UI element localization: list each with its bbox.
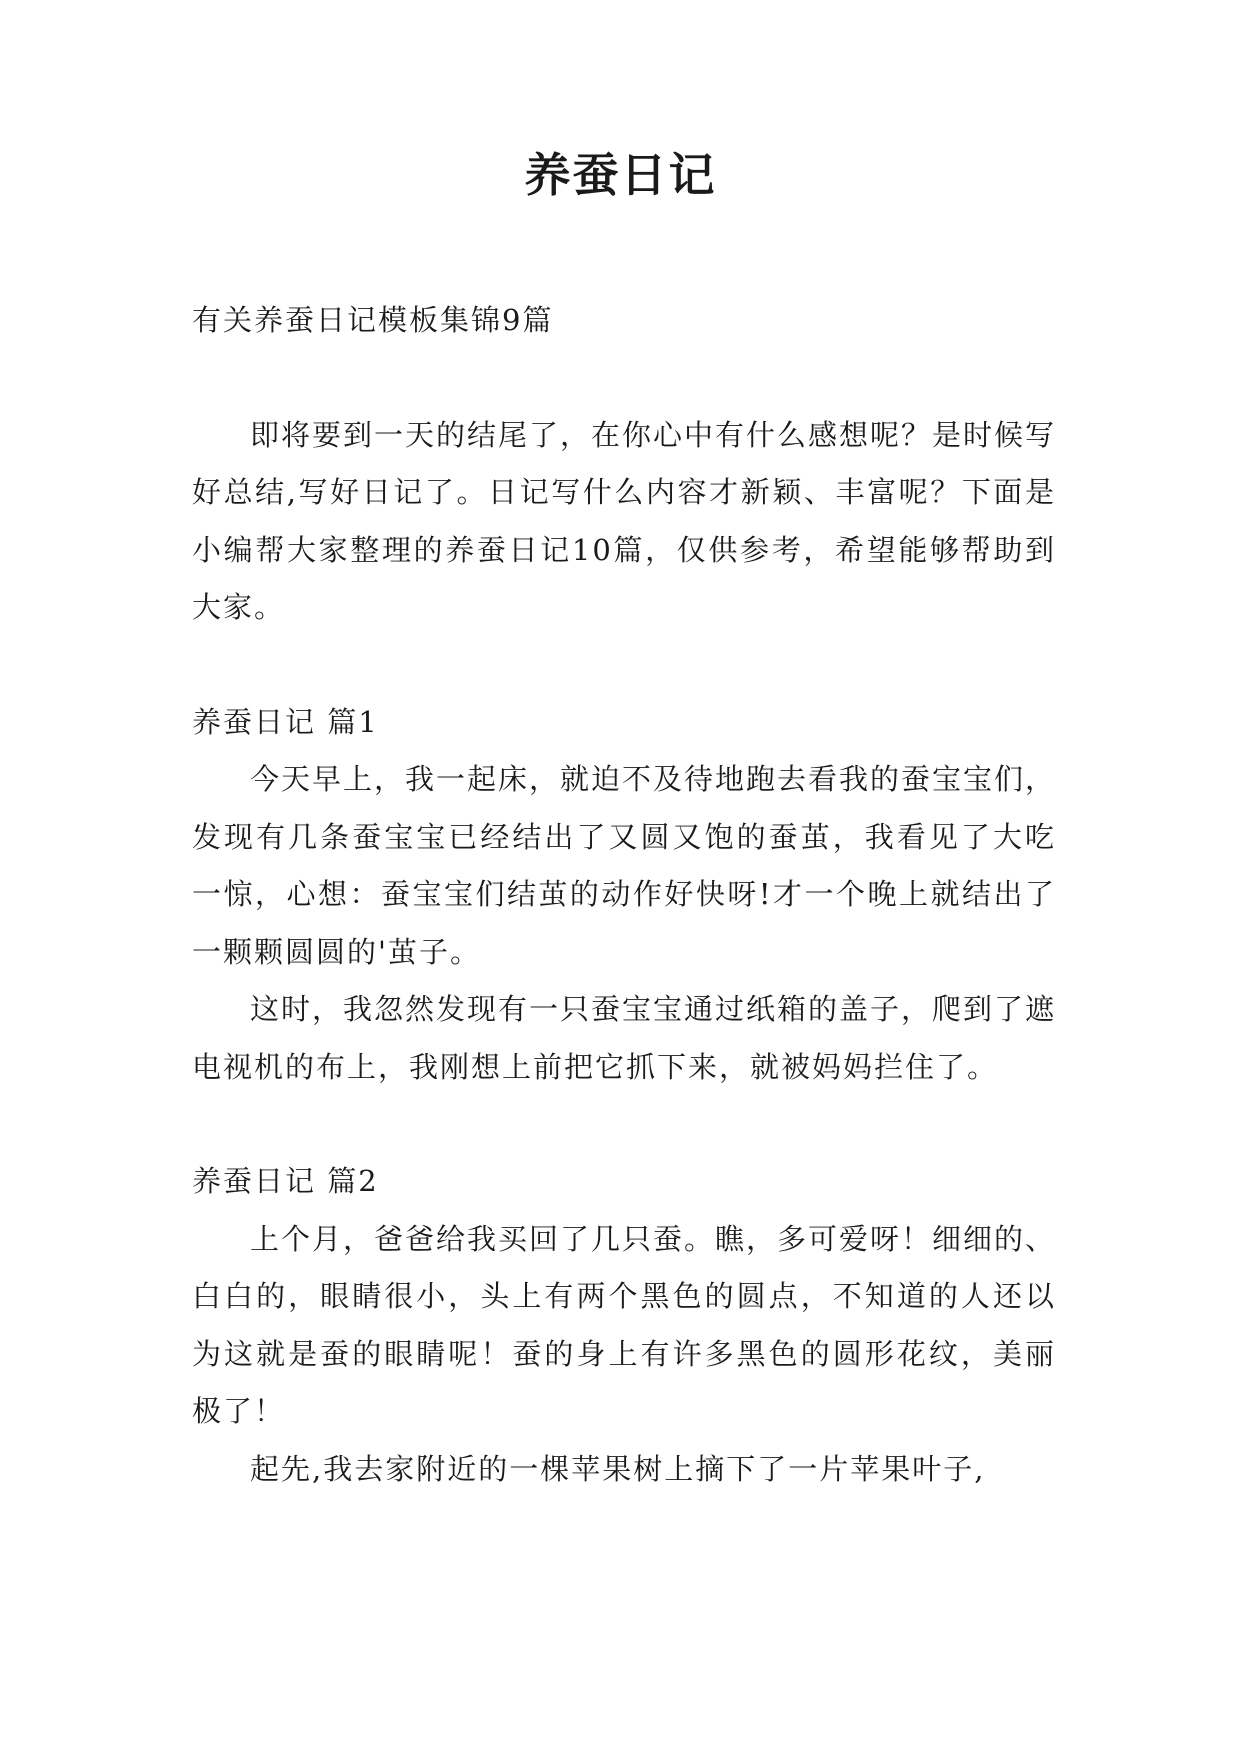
intro-paragraph: 即将要到一天的结尾了，在你心中有什么感想呢？是时候写好总结,写好日记了。日记写什么内容才新颖、丰富呢？下面是小编帮大家整理的养蚕日记10篇，仅供参考，希望能够帮助到大家。 [192,417,1057,624]
section-paragraph: 今天早上，我一起床，就迫不及待地跑去看我的蚕宝宝们，发现有几条蚕宝宝已经结出了又圆又饱的蚕茧，我看见了大吃一惊，心想：蚕宝宝们结茧的动作好快呀!才一个晚上就结出了一颗颗圆圆的'茧子。 [192,762,1057,969]
section-paragraph: 上个月，爸爸给我买回了几只蚕。瞧，多可爱呀！细细的、白白的，眼睛很小，头上有两个黑色的圆点，不知道的人还以为这就是蚕的眼睛呢！蚕的身上有许多黑色的圆形花纹，美丽极了！ [192,1221,1057,1428]
section-spacer [192,637,1056,694]
diary-section-2 [192,1153,1056,1498]
section-heading: 养蚕日记 篇1 [192,704,379,739]
document-subtitle: 有关养蚕日记模板集锦9篇 [192,303,554,337]
document-title: 养蚕日记 [524,148,717,202]
section-spacer [192,1096,1056,1153]
diary-section-1 [192,694,1056,1097]
document-body [192,292,1056,1498]
section-paragraph: 起先,我去家附近的一棵苹果树上摘下了一片苹果叶子, [250,1451,986,1486]
section-heading: 养蚕日记 篇2 [192,1164,379,1198]
section-paragraph: 这时，我忽然发现有一只蚕宝宝通过纸箱的盖子，爬到了遮电视机的布上，我刚想上前把它抓下来，就被妈妈拦住了。 [192,992,1057,1084]
